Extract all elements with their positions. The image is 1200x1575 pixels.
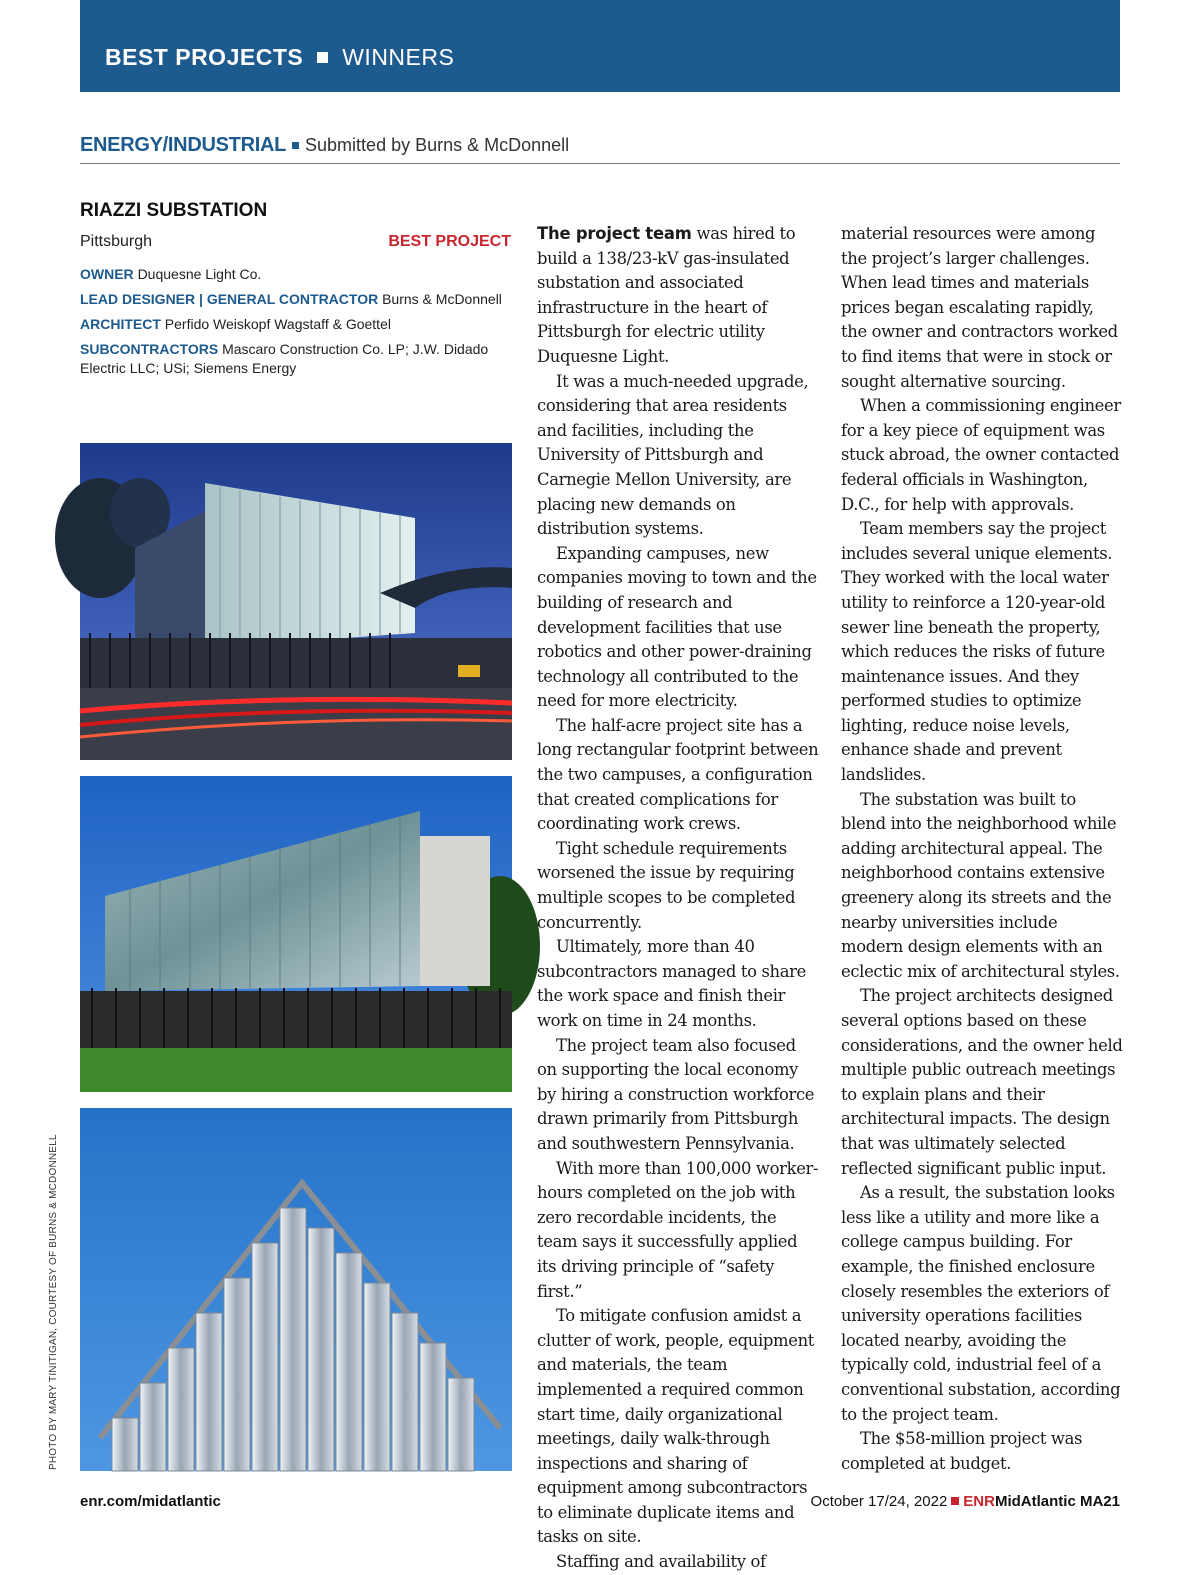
project-badge: BEST PROJECT: [388, 233, 511, 250]
article-paragraph: The project team also focused on supporting the local economy by hiring a construction workforce drawn primarily from Pittsburgh and southwestern Pennsylvania.: [537, 1035, 815, 1153]
header-subtitle: WINNERS: [342, 44, 455, 70]
header-title-group: [105, 44, 454, 71]
section-category: ENERGY/INDUSTRIAL: [80, 134, 287, 156]
square-bullet-icon: [951, 1497, 959, 1505]
footer-brand: ENR: [963, 1493, 995, 1510]
footer-date: October 17/24, 2022: [810, 1493, 948, 1510]
square-bullet-icon: [317, 52, 328, 63]
square-bullet-icon: [292, 142, 299, 149]
section-heading: [80, 134, 1120, 164]
photo-substation-day: [80, 776, 512, 1092]
credit-subcontractors: [80, 340, 512, 378]
footer-url[interactable]: enr.com/midatlantic: [80, 1493, 221, 1510]
article-paragraph: As a result, the substation looks less like a utility and more like a college campus building. For example, the finished enclosure closely resembles the exteriors of university operations facilities located nearby, avoiding the typically cold, industrial feel of a conventional substation, according to the project team.: [841, 1183, 1121, 1424]
article-paragraph: When a commissioning engineer for a key piece of equipment was stuck abroad, the owner contacted federal officials in Washington, D.C., for help with approvals.: [841, 396, 1121, 514]
credit-value: Burns & McDonnell: [382, 291, 502, 307]
article-paragraph: Team members say the project includes several unique elements. They worked with the local water utility to reinforce a 120-year-old sewer line beneath the property, which reduces the risks of future maintenance issues. And they performed studies to optimize lighting, reduce noise levels, enhance shade and prevent landslides.: [841, 519, 1113, 785]
article-paragraph: Ultimately, more than 40 subcontractors managed to share the work space and finish their work on time in 24 months.: [537, 937, 806, 1030]
article-paragraph: With more than 100,000 worker-hours completed on the job with zero recordable incidents, the team says it successfully applied its driving principle of “safety first.”: [537, 1158, 819, 1301]
article-paragraph: material resources were among the project’s larger challenges. When lead times and materials prices began escalating rapidly, the owner and contractors worked to find items that were in stock or sought alternative sourcing.: [841, 224, 1118, 391]
project-credits: [80, 265, 512, 384]
header-title: BEST PROJECTS: [105, 44, 304, 70]
section-submitted: Submitted by Burns & McDonnell: [305, 135, 570, 155]
credit-role: LEAD DESIGNER | GENERAL CONTRACTOR: [80, 291, 379, 307]
article-paragraph: To mitigate confusion amidst a clutter of work, people, equipment and materials, the team implemented a required common start time, daily organizational meetings, daily walk-through inspections and sharing of equipment among subcontractors to eliminate duplicate items and tasks on site.: [537, 1306, 815, 1547]
credit-role: SUBCONTRACTORS: [80, 341, 219, 357]
article-paragraph: The project architects designed several options based on these considerations, and the owner held multiple public outreach meetings to explain plans and their architectural impacts. The design that was ultimately selected reflected significant public input.: [841, 986, 1123, 1178]
credit-lead-designer: [80, 290, 512, 309]
article-paragraph: It was a much-needed upgrade, considering that area residents and facilities, including the University of Pittsburgh and Carnegie Mellon University, are placing new demands on distribution systems.: [537, 371, 809, 539]
photo-facade-detail: [80, 1108, 512, 1471]
article-paragraph: The substation was built to blend into the neighborhood while adding architectural appeal. The neighborhood contains extensive greenery along its streets and the nearby universities include modern design elements with an eclectic mix of architectural styles.: [841, 789, 1120, 981]
article-paragraph: The $58-million project was completed at budget.: [841, 1429, 1083, 1473]
credit-value: Mascaro Construction Co. LP; J.W. Didado Electric LLC; USi; Siemens Energy: [80, 341, 489, 376]
paragraph-text: was hired to build a 138/23-kV gas-insulated substation and associated infrastructure in the heart of Pittsburgh for electric utility Duquesne Light.: [537, 224, 796, 366]
article-column-2: [841, 222, 1123, 1476]
photo-credit: PHOTO BY MARY TINITIGAN, COURTESY OF BURNS & MCDONNELL: [48, 1134, 59, 1470]
credit-value: Duquesne Light Co.: [137, 266, 262, 282]
project-name: RIAZZI SUBSTATION: [80, 200, 268, 221]
footer-page-number: MA21: [1079, 1493, 1120, 1510]
photo-substation-night: [80, 443, 512, 760]
header-banner: [80, 0, 1120, 92]
project-city: Pittsburgh: [80, 233, 153, 250]
credit-owner: [80, 265, 512, 284]
article-paragraph: Staffing and availability of: [556, 1552, 766, 1572]
credit-value: Perfido Weiskopf Wagstaff & Goettel: [164, 316, 391, 332]
article-column-1: [537, 222, 819, 1575]
credit-architect: [80, 315, 512, 334]
credit-role: OWNER: [80, 266, 134, 282]
article-paragraph: Expanding campuses, new companies moving to town and the building of research and development facilities that use robotics and other power-draining technology all contributed to the need for more electricity.: [537, 543, 817, 711]
article-paragraph: Tight schedule requirements worsened the issue by requiring multiple scopes to be completed concurrently.: [537, 838, 796, 932]
article-paragraph: The half-acre project site has a long rectangular footprint between the two campuses, a configuration that created complications for coordinating work crews.: [537, 715, 819, 834]
article-paragraph: [537, 222, 819, 370]
footer-brand-region: MidAtlantic: [994, 1493, 1076, 1510]
credit-role: ARCHITECT: [80, 316, 161, 332]
footer-info: [811, 1493, 1120, 1510]
article-lead-in: The project team: [537, 224, 692, 243]
